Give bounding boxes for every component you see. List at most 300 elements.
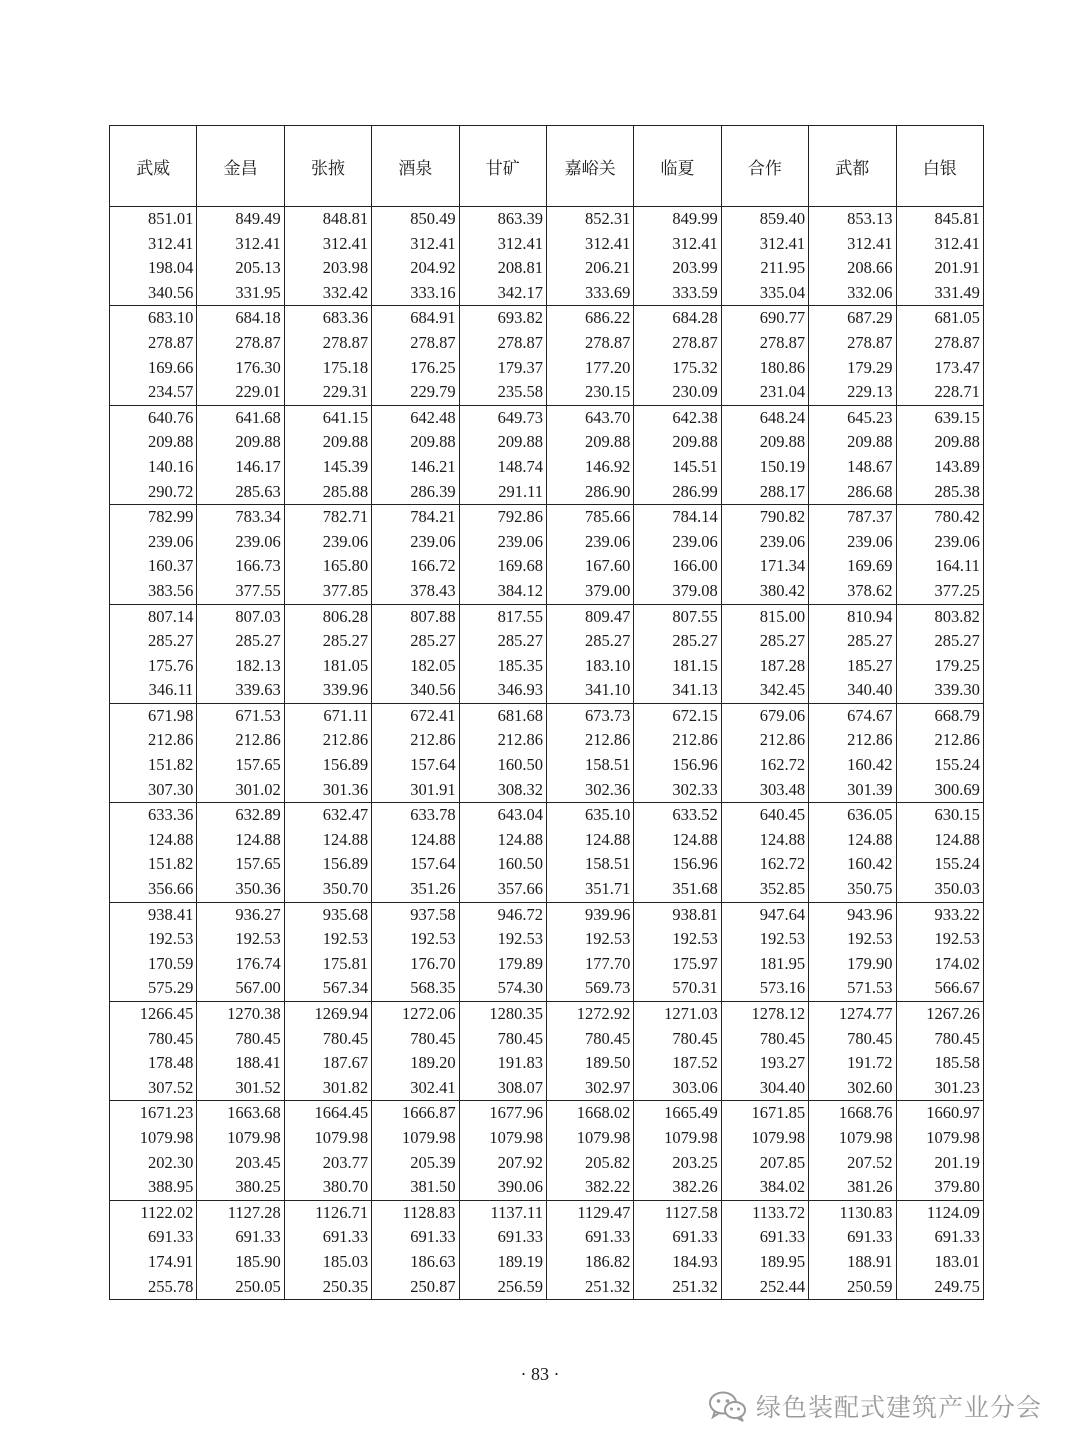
table-cell: 239.06 — [809, 530, 896, 555]
table-cell: 179.29 — [809, 356, 896, 381]
table-cell: 185.03 — [284, 1250, 371, 1275]
table-cell: 382.22 — [546, 1175, 633, 1200]
table-row — [110, 828, 984, 853]
table-cell: 148.74 — [459, 455, 546, 480]
table-row — [110, 877, 984, 902]
table-cell: 212.86 — [546, 728, 633, 753]
table-cell: 209.88 — [284, 430, 371, 455]
table-cell: 568.35 — [372, 976, 459, 1001]
table-row — [110, 1051, 984, 1076]
table-cell: 691.33 — [809, 1225, 896, 1250]
table-cell: 938.81 — [634, 902, 721, 927]
table-cell: 640.76 — [110, 405, 197, 430]
table-cell: 209.88 — [197, 430, 284, 455]
table-cell: 167.60 — [546, 554, 633, 579]
table-cell: 212.86 — [284, 728, 371, 753]
table-cell: 691.33 — [896, 1225, 983, 1250]
table-cell: 178.48 — [110, 1051, 197, 1076]
table-cell: 1079.98 — [284, 1126, 371, 1151]
table-cell: 569.73 — [546, 976, 633, 1001]
table-cell: 140.16 — [110, 455, 197, 480]
table-cell: 179.37 — [459, 356, 546, 381]
table-cell: 642.38 — [634, 405, 721, 430]
table-cell: 307.52 — [110, 1076, 197, 1101]
table-cell: 175.81 — [284, 952, 371, 977]
table-cell: 1126.71 — [284, 1200, 371, 1225]
table-cell: 278.87 — [721, 331, 808, 356]
table-cell: 239.06 — [896, 530, 983, 555]
table-cell: 1269.94 — [284, 1002, 371, 1027]
table-cell: 312.41 — [634, 232, 721, 257]
table-cell: 1079.98 — [809, 1126, 896, 1151]
table-cell: 278.87 — [110, 331, 197, 356]
table-cell: 205.39 — [372, 1151, 459, 1176]
table-cell: 848.81 — [284, 207, 371, 232]
table-cell: 382.26 — [634, 1175, 721, 1200]
table-cell: 124.88 — [284, 828, 371, 853]
table-cell: 331.49 — [896, 281, 983, 306]
table-cell: 187.28 — [721, 654, 808, 679]
table-cell: 176.70 — [372, 952, 459, 977]
table-row — [110, 703, 984, 728]
table-cell: 381.26 — [809, 1175, 896, 1200]
table-row — [110, 927, 984, 952]
table-cell: 250.35 — [284, 1275, 371, 1300]
table-cell: 301.82 — [284, 1076, 371, 1101]
table-cell: 205.13 — [197, 256, 284, 281]
table-cell: 285.27 — [896, 629, 983, 654]
table-cell: 171.34 — [721, 554, 808, 579]
table-cell: 157.65 — [197, 753, 284, 778]
table-cell: 1122.02 — [110, 1200, 197, 1225]
table-cell: 785.66 — [546, 505, 633, 530]
table-cell: 352.85 — [721, 877, 808, 902]
table-cell: 251.32 — [634, 1275, 721, 1300]
table-cell: 302.36 — [546, 778, 633, 803]
table-cell: 143.89 — [896, 455, 983, 480]
table-cell: 649.73 — [459, 405, 546, 430]
table-row — [110, 405, 984, 430]
table-cell: 209.88 — [809, 430, 896, 455]
table-cell: 672.41 — [372, 703, 459, 728]
table-cell: 863.39 — [459, 207, 546, 232]
table-cell: 185.90 — [197, 1250, 284, 1275]
table-cell: 285.63 — [197, 480, 284, 505]
table-cell: 182.05 — [372, 654, 459, 679]
table-cell: 150.19 — [721, 455, 808, 480]
table-cell: 209.88 — [634, 430, 721, 455]
table-cell: 251.32 — [546, 1275, 633, 1300]
table-cell: 691.33 — [110, 1225, 197, 1250]
table-row — [110, 1101, 984, 1126]
table-cell: 156.96 — [634, 753, 721, 778]
table-cell: 851.01 — [110, 207, 197, 232]
table-cell: 188.91 — [809, 1250, 896, 1275]
table-cell: 174.02 — [896, 952, 983, 977]
table-cell: 204.92 — [372, 256, 459, 281]
table-cell: 278.87 — [459, 331, 546, 356]
table-cell: 379.08 — [634, 579, 721, 604]
table-cell: 179.25 — [896, 654, 983, 679]
table-cell: 1128.83 — [372, 1200, 459, 1225]
table-cell: 158.51 — [546, 852, 633, 877]
table-cell: 181.05 — [284, 654, 371, 679]
table-cell: 156.89 — [284, 753, 371, 778]
table-cell: 180.86 — [721, 356, 808, 381]
table-row — [110, 480, 984, 505]
table-cell: 630.15 — [896, 803, 983, 828]
table-cell: 203.98 — [284, 256, 371, 281]
table-row — [110, 654, 984, 679]
table-cell: 286.90 — [546, 480, 633, 505]
table-cell: 312.41 — [110, 232, 197, 257]
table-cell: 350.70 — [284, 877, 371, 902]
table-cell: 671.11 — [284, 703, 371, 728]
table-cell: 341.13 — [634, 678, 721, 703]
table-cell: 285.38 — [896, 480, 983, 505]
table-row — [110, 1225, 984, 1250]
table-cell: 192.53 — [809, 927, 896, 952]
table-cell: 124.88 — [896, 828, 983, 853]
table-cell: 252.44 — [721, 1275, 808, 1300]
table-row — [110, 1250, 984, 1275]
table-cell: 177.20 — [546, 356, 633, 381]
table-cell: 633.78 — [372, 803, 459, 828]
table-cell: 1133.72 — [721, 1200, 808, 1225]
table-cell: 377.85 — [284, 579, 371, 604]
table-cell: 228.71 — [896, 380, 983, 405]
table-cell: 377.25 — [896, 579, 983, 604]
table-cell: 278.87 — [372, 331, 459, 356]
table-cell: 938.41 — [110, 902, 197, 927]
table-cell: 1272.92 — [546, 1002, 633, 1027]
table-cell: 155.24 — [896, 753, 983, 778]
table-cell: 852.31 — [546, 207, 633, 232]
table-cell: 192.53 — [284, 927, 371, 952]
table-cell: 691.33 — [459, 1225, 546, 1250]
table-cell: 229.01 — [197, 380, 284, 405]
table-cell: 187.67 — [284, 1051, 371, 1076]
table-cell: 1079.98 — [721, 1126, 808, 1151]
table-cell: 176.74 — [197, 952, 284, 977]
table-cell: 683.10 — [110, 306, 197, 331]
table-cell: 256.59 — [459, 1275, 546, 1300]
table-cell: 301.23 — [896, 1076, 983, 1101]
table-cell: 145.51 — [634, 455, 721, 480]
table-cell: 212.86 — [372, 728, 459, 753]
table-cell: 181.15 — [634, 654, 721, 679]
table-row — [110, 232, 984, 257]
table-cell: 679.06 — [721, 703, 808, 728]
table-cell: 212.86 — [197, 728, 284, 753]
table-cell: 169.68 — [459, 554, 546, 579]
table-cell: 157.64 — [372, 852, 459, 877]
table-cell: 691.33 — [197, 1225, 284, 1250]
table-cell: 379.00 — [546, 579, 633, 604]
table-cell: 239.06 — [197, 530, 284, 555]
table-cell: 803.82 — [896, 604, 983, 629]
table-row — [110, 902, 984, 927]
table-cell: 229.79 — [372, 380, 459, 405]
table-cell: 782.71 — [284, 505, 371, 530]
table-cell: 1278.12 — [721, 1002, 808, 1027]
table-cell: 162.72 — [721, 852, 808, 877]
table-cell: 668.79 — [896, 703, 983, 728]
watermark-text: 绿色装配式建筑产业分会 — [756, 1393, 1043, 1422]
table-cell: 571.53 — [809, 976, 896, 1001]
table-cell: 176.25 — [372, 356, 459, 381]
table-cell: 807.14 — [110, 604, 197, 629]
table-header — [110, 126, 984, 207]
table-cell: 187.52 — [634, 1051, 721, 1076]
table-cell: 155.24 — [896, 852, 983, 877]
table-cell: 691.33 — [546, 1225, 633, 1250]
table-cell: 567.34 — [284, 976, 371, 1001]
table-cell: 301.91 — [372, 778, 459, 803]
table-cell: 350.36 — [197, 877, 284, 902]
table-cell: 333.59 — [634, 281, 721, 306]
table-cell: 1129.47 — [546, 1200, 633, 1225]
table-cell: 250.59 — [809, 1275, 896, 1300]
table-cell: 212.86 — [721, 728, 808, 753]
table-cell: 285.27 — [372, 629, 459, 654]
table-cell: 342.45 — [721, 678, 808, 703]
table-cell: 285.27 — [110, 629, 197, 654]
table-cell: 1272.06 — [372, 1002, 459, 1027]
table-cell: 312.41 — [372, 232, 459, 257]
table-cell: 207.52 — [809, 1151, 896, 1176]
table-cell: 780.45 — [284, 1027, 371, 1052]
table-cell: 176.30 — [197, 356, 284, 381]
table-cell: 202.30 — [110, 1151, 197, 1176]
table-cell: 174.91 — [110, 1250, 197, 1275]
table-cell: 853.13 — [809, 207, 896, 232]
table-cell: 166.00 — [634, 554, 721, 579]
table-cell: 384.02 — [721, 1175, 808, 1200]
table-row — [110, 505, 984, 530]
table-row — [110, 778, 984, 803]
table-cell: 1668.76 — [809, 1101, 896, 1126]
table-cell: 807.88 — [372, 604, 459, 629]
table-cell: 285.27 — [197, 629, 284, 654]
table-row — [110, 1027, 984, 1052]
table-cell: 346.11 — [110, 678, 197, 703]
table-row — [110, 976, 984, 1001]
table-cell: 380.70 — [284, 1175, 371, 1200]
table-cell: 285.88 — [284, 480, 371, 505]
table-cell: 641.68 — [197, 405, 284, 430]
table-row — [110, 1200, 984, 1225]
table-cell: 303.06 — [634, 1076, 721, 1101]
table-cell: 192.53 — [721, 927, 808, 952]
table-cell: 285.27 — [721, 629, 808, 654]
table-cell: 164.11 — [896, 554, 983, 579]
table-cell: 787.37 — [809, 505, 896, 530]
table-cell: 286.99 — [634, 480, 721, 505]
table-cell: 239.06 — [110, 530, 197, 555]
table-cell: 211.95 — [721, 256, 808, 281]
table-cell: 124.88 — [197, 828, 284, 853]
table-cell: 780.45 — [459, 1027, 546, 1052]
table-cell: 189.19 — [459, 1250, 546, 1275]
table-cell: 674.67 — [809, 703, 896, 728]
table-cell: 278.87 — [634, 331, 721, 356]
table-cell: 192.53 — [896, 927, 983, 952]
table-cell: 570.31 — [634, 976, 721, 1001]
table-cell: 673.73 — [546, 703, 633, 728]
table-cell: 351.68 — [634, 877, 721, 902]
table-cell: 166.73 — [197, 554, 284, 579]
table-cell: 278.87 — [809, 331, 896, 356]
table-cell: 162.72 — [721, 753, 808, 778]
table-cell: 632.47 — [284, 803, 371, 828]
header-ganku: 甘矿 — [459, 126, 546, 207]
table-cell: 160.42 — [809, 753, 896, 778]
table-cell: 124.88 — [372, 828, 459, 853]
table-cell: 792.86 — [459, 505, 546, 530]
table-cell: 160.42 — [809, 852, 896, 877]
table-cell: 166.72 — [372, 554, 459, 579]
table-cell: 806.28 — [284, 604, 371, 629]
table-cell: 301.02 — [197, 778, 284, 803]
table-cell: 937.58 — [372, 902, 459, 927]
table-cell: 312.41 — [896, 232, 983, 257]
table-row — [110, 455, 984, 480]
table-cell: 192.53 — [372, 927, 459, 952]
table-cell: 307.30 — [110, 778, 197, 803]
table-cell: 250.05 — [197, 1275, 284, 1300]
table-cell: 1660.97 — [896, 1101, 983, 1126]
table-cell: 151.82 — [110, 753, 197, 778]
table-body — [110, 207, 984, 1300]
table-cell: 182.13 — [197, 654, 284, 679]
table-cell: 1079.98 — [372, 1126, 459, 1151]
table-cell: 185.35 — [459, 654, 546, 679]
table-cell: 780.45 — [721, 1027, 808, 1052]
table-cell: 1079.98 — [110, 1126, 197, 1151]
table-cell: 643.70 — [546, 405, 633, 430]
table-cell: 145.39 — [284, 455, 371, 480]
table-cell: 691.33 — [634, 1225, 721, 1250]
table-cell: 198.04 — [110, 256, 197, 281]
table-row — [110, 1076, 984, 1101]
table-cell: 340.56 — [372, 678, 459, 703]
table-row — [110, 678, 984, 703]
table-cell: 160.50 — [459, 852, 546, 877]
table-cell: 239.06 — [372, 530, 459, 555]
table-cell: 208.66 — [809, 256, 896, 281]
table-cell: 250.87 — [372, 1275, 459, 1300]
table-cell: 207.92 — [459, 1151, 546, 1176]
table-cell: 1124.09 — [896, 1200, 983, 1225]
table-cell: 671.53 — [197, 703, 284, 728]
table-cell: 350.03 — [896, 877, 983, 902]
table-cell: 1274.77 — [809, 1002, 896, 1027]
table-cell: 192.53 — [634, 927, 721, 952]
table-cell: 192.53 — [459, 927, 546, 952]
table-cell: 1671.23 — [110, 1101, 197, 1126]
table-cell: 672.15 — [634, 703, 721, 728]
table-cell: 574.30 — [459, 976, 546, 1001]
table-cell: 1280.35 — [459, 1002, 546, 1027]
table-cell: 342.17 — [459, 281, 546, 306]
table-cell: 1665.49 — [634, 1101, 721, 1126]
table-cell: 671.98 — [110, 703, 197, 728]
table-row — [110, 579, 984, 604]
table-cell: 332.42 — [284, 281, 371, 306]
table-cell: 124.88 — [721, 828, 808, 853]
table-cell: 809.47 — [546, 604, 633, 629]
table-cell: 642.48 — [372, 405, 459, 430]
table-cell: 807.03 — [197, 604, 284, 629]
table-row — [110, 952, 984, 977]
table-cell: 639.15 — [896, 405, 983, 430]
table-cell: 681.68 — [459, 703, 546, 728]
table-cell: 936.27 — [197, 902, 284, 927]
table-cell: 175.76 — [110, 654, 197, 679]
table-cell: 686.22 — [546, 306, 633, 331]
table-cell: 209.88 — [459, 430, 546, 455]
table-cell: 156.96 — [634, 852, 721, 877]
table-cell: 684.91 — [372, 306, 459, 331]
table-cell: 239.06 — [459, 530, 546, 555]
table-cell: 285.27 — [284, 629, 371, 654]
table-cell: 1079.98 — [546, 1126, 633, 1151]
table-cell: 146.92 — [546, 455, 633, 480]
table-cell: 1137.11 — [459, 1200, 546, 1225]
table-cell: 304.40 — [721, 1076, 808, 1101]
table-cell: 332.06 — [809, 281, 896, 306]
table-row — [110, 306, 984, 331]
table-cell: 146.21 — [372, 455, 459, 480]
table-row — [110, 1175, 984, 1200]
table-cell: 1271.03 — [634, 1002, 721, 1027]
table-row — [110, 852, 984, 877]
table-cell: 815.00 — [721, 604, 808, 629]
table-cell: 165.80 — [284, 554, 371, 579]
header-wuwei: 武威 — [110, 126, 197, 207]
table-cell: 845.81 — [896, 207, 983, 232]
table-row — [110, 1126, 984, 1151]
table-cell: 341.10 — [546, 678, 633, 703]
table-cell: 169.66 — [110, 356, 197, 381]
table-row — [110, 1002, 984, 1027]
table-cell: 300.69 — [896, 778, 983, 803]
table-cell: 381.50 — [372, 1175, 459, 1200]
table-cell: 234.57 — [110, 380, 197, 405]
table-cell: 636.05 — [809, 803, 896, 828]
table-cell: 780.45 — [896, 1027, 983, 1052]
table-cell: 303.48 — [721, 778, 808, 803]
table-cell: 286.39 — [372, 480, 459, 505]
table-cell: 231.04 — [721, 380, 808, 405]
table-cell: 1079.98 — [634, 1126, 721, 1151]
table-cell: 146.17 — [197, 455, 284, 480]
table-cell: 947.64 — [721, 902, 808, 927]
table-cell: 312.41 — [459, 232, 546, 257]
table-cell: 784.14 — [634, 505, 721, 530]
table-cell: 690.77 — [721, 306, 808, 331]
table-cell: 302.33 — [634, 778, 721, 803]
table-cell: 206.21 — [546, 256, 633, 281]
table-cell: 308.32 — [459, 778, 546, 803]
table-cell: 810.94 — [809, 604, 896, 629]
table-cell: 239.06 — [546, 530, 633, 555]
table-cell: 859.40 — [721, 207, 808, 232]
table-cell: 209.88 — [372, 430, 459, 455]
table-cell: 388.95 — [110, 1175, 197, 1200]
table-row — [110, 629, 984, 654]
